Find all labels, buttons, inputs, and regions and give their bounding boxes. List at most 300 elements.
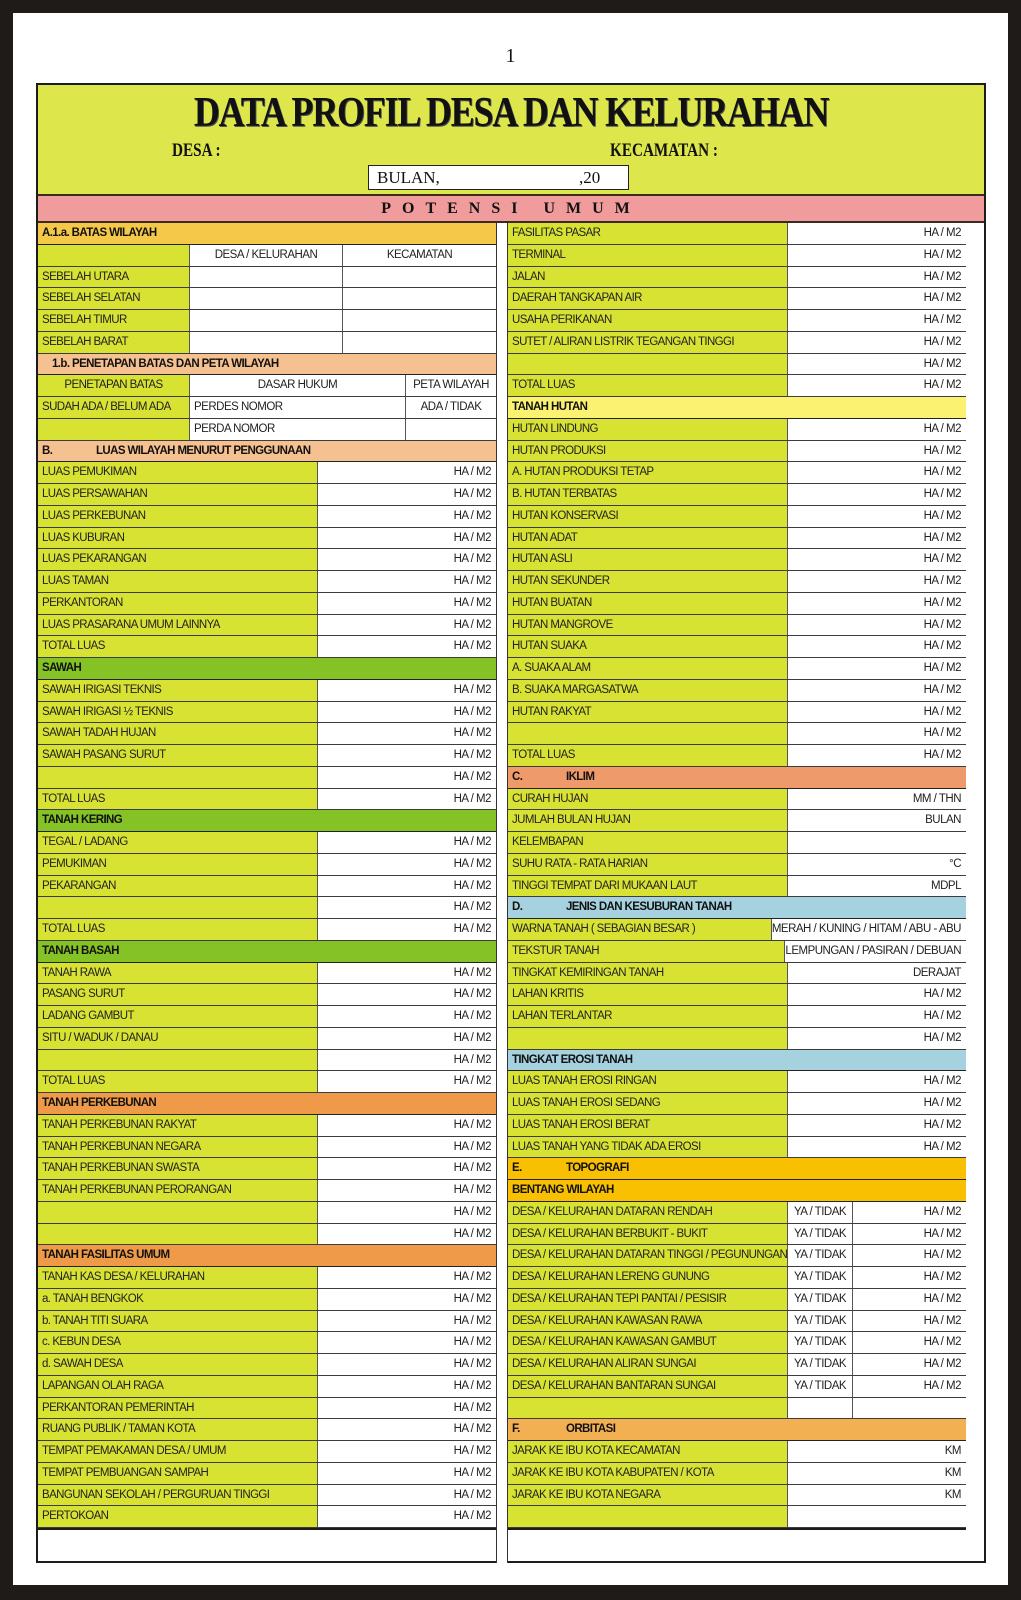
row-label: SEBELAH SELATAN — [38, 288, 190, 309]
value-field[interactable]: HA / M2 — [788, 1028, 966, 1049]
table-row — [38, 919, 496, 941]
value-field[interactable]: HA / M2 — [318, 1028, 496, 1049]
value-field[interactable]: HA / M2 — [318, 615, 496, 636]
section-batas-wilayah: A.1.a. BATAS WILAYAH — [38, 223, 496, 245]
row-label: LUAS KUBURAN — [38, 528, 318, 549]
value-field[interactable]: HA / M2 — [788, 267, 966, 288]
row-label: CURAH HUJAN — [508, 789, 788, 810]
form-header — [38, 85, 984, 196]
section-tanah-basah: TANAH BASAH — [38, 941, 496, 963]
value-field[interactable]: HA / M2 — [318, 1006, 496, 1027]
table-row — [38, 1050, 496, 1072]
row-label: HUTAN SUAKA — [508, 636, 788, 657]
table-row — [508, 658, 966, 680]
value-field[interactable]: HA / M2 — [788, 680, 966, 701]
row-label: c. KEBUN DESA — [38, 1332, 318, 1353]
value-field[interactable]: HA / M2 — [318, 549, 496, 570]
col-kecamatan: KECAMATAN — [343, 245, 496, 266]
table-row — [508, 1354, 966, 1376]
table-row — [508, 1441, 966, 1463]
value-field[interactable]: HA / M2 — [788, 571, 966, 592]
penetapan-row: SUDAH ADA / BELUM ADA PERDES NOMOR ADA / TIDAK — [38, 397, 496, 419]
row-label: B. HUTAN TERBATAS — [508, 484, 788, 505]
table-row — [38, 1224, 496, 1246]
row-label: DESA / KELURAHAN TEPI PANTAI / PESISIR — [508, 1289, 788, 1310]
table-row — [508, 723, 966, 745]
value-field[interactable]: HA / M2 — [318, 919, 496, 940]
row-label: b. TANAH TITI SUARA — [38, 1311, 318, 1332]
table-row — [508, 462, 966, 484]
row-label: DESA / KELURAHAN LERENG GUNUNG — [508, 1267, 788, 1288]
ya-tidak-field[interactable]: YA / TIDAK — [788, 1376, 853, 1397]
table-row — [508, 745, 966, 767]
value-field[interactable] — [853, 1398, 966, 1419]
value-field[interactable]: HA / M2 — [318, 593, 496, 614]
table-row — [38, 1398, 496, 1420]
bulan-label: BULAN, — [377, 168, 440, 187]
table-row — [38, 1202, 496, 1224]
bulan-field[interactable] — [368, 165, 629, 190]
value-field[interactable]: HA / M2 — [788, 723, 966, 744]
value-field[interactable]: HA / M2 — [788, 1115, 966, 1136]
row-label: SEBELAH TIMUR — [38, 310, 190, 331]
row-label: LAHAN TERLANTAR — [508, 1006, 788, 1027]
value-field[interactable]: HA / M2 — [318, 1137, 496, 1158]
ya-tidak-field[interactable]: YA / TIDAK — [788, 1289, 853, 1310]
table-row — [508, 332, 966, 354]
table-row — [38, 680, 496, 702]
table-row — [508, 1485, 966, 1507]
value-field[interactable]: HA / M2 — [318, 1071, 496, 1092]
table-row — [38, 1028, 496, 1050]
table-row — [38, 1506, 496, 1528]
value-field[interactable]: HA / M2 — [318, 1267, 496, 1288]
row-label: TOTAL LUAS — [508, 375, 788, 396]
row-label: TOTAL LUAS — [38, 636, 318, 657]
row-label: PEKARANGAN — [38, 876, 318, 897]
table-row — [38, 571, 496, 593]
row-label — [508, 723, 788, 744]
value-field[interactable]: HA / M2 — [318, 1180, 496, 1201]
value-field[interactable]: HA / M2 — [318, 1506, 496, 1527]
value-field[interactable]: HA / M2 — [788, 354, 966, 375]
row-label: TANAH PERKEBUNAN NEGARA — [38, 1137, 318, 1158]
batas-row — [38, 310, 496, 332]
table-row — [508, 419, 966, 441]
table-row — [508, 789, 966, 811]
row-label: LUAS TANAH YANG TIDAK ADA EROSI — [508, 1137, 788, 1158]
value-field[interactable]: HA / M2 — [853, 1289, 966, 1310]
value-field[interactable]: BULAN — [788, 810, 966, 831]
value-field[interactable]: HA / M2 — [318, 1441, 496, 1462]
table-row — [38, 963, 496, 985]
ya-tidak-field[interactable]: YA / TIDAK — [788, 1267, 853, 1288]
document-page — [13, 13, 1008, 1585]
table-row — [508, 310, 966, 332]
row-label: TOTAL LUAS — [508, 745, 788, 766]
value-field[interactable]: KM — [788, 1441, 966, 1462]
row-label: LUAS TANAH EROSI SEDANG — [508, 1093, 788, 1114]
row-label: TANAH PERKEBUNAN SWASTA — [38, 1158, 318, 1179]
value-field[interactable]: HA / M2 — [788, 1071, 966, 1092]
row-label: JARAK KE IBU KOTA NEGARA — [508, 1485, 788, 1506]
table-row — [38, 1289, 496, 1311]
value-field[interactable]: HA / M2 — [853, 1267, 966, 1288]
table-row — [38, 462, 496, 484]
value-field[interactable]: HA / M2 — [788, 332, 966, 353]
batas-header-row — [38, 245, 496, 267]
ya-tidak-field[interactable]: YA / TIDAK — [788, 1311, 853, 1332]
table-row — [508, 984, 966, 1006]
table-row — [508, 615, 966, 637]
kecamatan-field[interactable] — [343, 267, 496, 288]
value-field[interactable]: HA / M2 — [318, 1398, 496, 1419]
row-label: LUAS PEKARANGAN — [38, 549, 318, 570]
value-field[interactable]: HA / M2 — [788, 984, 966, 1005]
value-field[interactable]: HA / M2 — [318, 1376, 496, 1397]
ya-tidak-field[interactable]: YA / TIDAK — [788, 1224, 853, 1245]
table-row — [508, 1398, 966, 1420]
value-field[interactable]: HA / M2 — [788, 419, 966, 440]
row-label: DESA / KELURAHAN ALIRAN SUNGAI — [508, 1354, 788, 1375]
row-label: WARNA TANAH ( SEBAGIAN BESAR ) — [508, 919, 772, 940]
table-row — [508, 375, 966, 397]
row-label: SITU / WADUK / DANAU — [38, 1028, 318, 1049]
table-row — [508, 1093, 966, 1115]
row-label: HUTAN ADAT — [508, 528, 788, 549]
value-field[interactable]: MM / THN — [788, 789, 966, 810]
penetapan-row — [38, 419, 496, 441]
table-row — [508, 354, 966, 376]
penetapan-header-row: PENETAPAN BATAS DASAR HUKUM PETA WILAYAH — [38, 375, 496, 397]
value-field[interactable]: HA / M2 — [318, 1202, 496, 1223]
value-field[interactable]: DERAJAT — [788, 963, 966, 984]
value-field[interactable]: HA / M2 — [318, 1354, 496, 1375]
value-field[interactable]: HA / M2 — [853, 1311, 966, 1332]
table-row — [38, 984, 496, 1006]
value-field[interactable]: °C — [788, 854, 966, 875]
value-field[interactable]: HA / M2 — [318, 528, 496, 549]
row-label: TEMPAT PEMAKAMAN DESA / UMUM — [38, 1441, 318, 1462]
row-label — [38, 767, 318, 788]
value-field[interactable] — [788, 832, 966, 853]
row-label: LADANG GAMBUT — [38, 1006, 318, 1027]
table-row — [38, 593, 496, 615]
row-label: HUTAN KONSERVASI — [508, 506, 788, 527]
ya-tidak-field[interactable]: YA / TIDAK — [788, 1202, 853, 1223]
row-label — [508, 1028, 788, 1049]
value-field[interactable]: HA / M2 — [788, 745, 966, 766]
value-field[interactable]: HA / M2 — [788, 441, 966, 462]
value-field[interactable]: HA / M2 — [318, 876, 496, 897]
table-row — [38, 1332, 496, 1354]
table-row — [508, 919, 966, 941]
value-field[interactable]: HA / M2 — [318, 1311, 496, 1332]
perda-nomor-field[interactable]: PERDA NOMOR — [190, 419, 406, 440]
ya-tidak-field[interactable]: YA / TIDAK — [788, 1354, 853, 1375]
perdes-nomor-field[interactable]: PERDES NOMOR — [190, 397, 406, 418]
row-label: DESA / KELURAHAN DATARAN TINGGI / PEGUNUNGAN — [508, 1245, 788, 1266]
table-row — [38, 876, 496, 898]
row-label: JALAN — [508, 267, 788, 288]
row-label: TANAH PERKEBUNAN PERORANGAN — [38, 1180, 318, 1201]
row-label — [38, 1202, 318, 1223]
row-label: KELEMBAPAN — [508, 832, 788, 853]
row-label: PEMUKIMAN — [38, 854, 318, 875]
row-label: LUAS TANAH EROSI BERAT — [508, 1115, 788, 1136]
value-field[interactable]: HA / M2 — [318, 1485, 496, 1506]
row-label: TOTAL LUAS — [38, 789, 318, 810]
value-field[interactable]: HA / M2 — [318, 506, 496, 527]
value-field[interactable]: HA / M2 — [788, 658, 966, 679]
row-label: A. HUTAN PRODUKSI TETAP — [508, 462, 788, 483]
table-row — [38, 832, 496, 854]
table-row — [38, 1376, 496, 1398]
value-field[interactable]: HA / M2 — [788, 310, 966, 331]
table-row — [508, 288, 966, 310]
section-jenis-tanah: D. JENIS DAN KESUBURAN TANAH — [508, 897, 966, 919]
row-label: DESA / KELURAHAN BANTARAN SUNGAI — [508, 1376, 788, 1397]
value-field[interactable]: HA / M2 — [318, 571, 496, 592]
desa-kelurahan-field[interactable] — [190, 288, 343, 309]
table-row — [38, 1137, 496, 1159]
value-field[interactable]: HA / M2 — [788, 288, 966, 309]
table-row — [508, 876, 966, 898]
value-field[interactable]: HA / M2 — [788, 1093, 966, 1114]
value-field[interactable] — [788, 1506, 966, 1527]
table-row — [508, 506, 966, 528]
section-tanah-kering: TANAH KERING — [38, 810, 496, 832]
value-field[interactable]: HA / M2 — [318, 789, 496, 810]
value-field[interactable]: HA / M2 — [853, 1354, 966, 1375]
row-label: HUTAN RAKYAT — [508, 702, 788, 723]
row-label: HUTAN LINDUNG — [508, 419, 788, 440]
section-tanah-fasilitas-umum: TANAH FASILITAS UMUM — [38, 1245, 496, 1267]
value-field[interactable]: HA / M2 — [788, 462, 966, 483]
table-row — [38, 636, 496, 658]
value-field[interactable]: HA / M2 — [788, 702, 966, 723]
table-row — [38, 723, 496, 745]
value-field[interactable]: HA / M2 — [318, 1463, 496, 1484]
kecamatan-label: KECAMATAN : — [610, 140, 718, 161]
table-row — [508, 1376, 966, 1398]
table-row — [508, 571, 966, 593]
section-penetapan-batas: 1.b. PENETAPAN BATAS DAN PETA WILAYAH — [38, 354, 496, 376]
value-field[interactable]: HA / M2 — [318, 963, 496, 984]
value-field[interactable]: HA / M2 — [318, 854, 496, 875]
profile-form-sheet — [36, 83, 986, 1563]
row-label: DAERAH TANGKAPAN AIR — [508, 288, 788, 309]
row-label: SAWAH PASANG SURUT — [38, 745, 318, 766]
row-label: SUHU RATA - RATA HARIAN — [508, 854, 788, 875]
value-field[interactable]: HA / M2 — [788, 549, 966, 570]
row-label: TANAH RAWA — [38, 963, 318, 984]
kecamatan-field[interactable] — [343, 288, 496, 309]
table-row — [38, 1441, 496, 1463]
value-field[interactable]: HA / M2 — [318, 767, 496, 788]
table-row — [508, 484, 966, 506]
value-field[interactable]: LEMPUNGAN / PASIRAN / DEBUAN — [785, 941, 966, 962]
value-field[interactable]: HA / M2 — [318, 1115, 496, 1136]
table-row — [508, 1224, 966, 1246]
value-field[interactable]: HA / M2 — [788, 223, 966, 244]
table-row — [508, 1289, 966, 1311]
row-label: TEGAL / LADANG — [38, 832, 318, 853]
value-field[interactable]: MERAH / KUNING / HITAM / ABU - ABU — [772, 919, 966, 940]
ya-tidak-field[interactable]: YA / TIDAK — [788, 1332, 853, 1353]
table-row — [508, 1463, 966, 1485]
table-row — [508, 680, 966, 702]
row-label: DESA / KELURAHAN KAWASAN GAMBUT — [508, 1332, 788, 1353]
value-field[interactable]: HA / M2 — [318, 897, 496, 918]
table-row — [508, 593, 966, 615]
row-label: TEMPAT PEMBUANGAN SAMPAH — [38, 1463, 318, 1484]
value-field[interactable]: HA / M2 — [853, 1376, 966, 1397]
table-row — [38, 506, 496, 528]
value-field[interactable]: HA / M2 — [318, 1050, 496, 1071]
value-field[interactable]: HA / M2 — [788, 615, 966, 636]
right-column — [508, 223, 966, 1530]
row-label: HUTAN ASLI — [508, 549, 788, 570]
table-row — [38, 1354, 496, 1376]
table-row — [38, 484, 496, 506]
row-label: d. SAWAH DESA — [38, 1354, 318, 1375]
value-field[interactable]: HA / M2 — [318, 1289, 496, 1310]
value-field[interactable]: HA / M2 — [318, 723, 496, 744]
table-row — [508, 1506, 966, 1528]
row-label: LAPANGAN OLAH RAGA — [38, 1376, 318, 1397]
table-row — [508, 245, 966, 267]
peta-wilayah-field[interactable]: ADA / TIDAK — [406, 397, 496, 418]
desa-kelurahan-field[interactable] — [190, 267, 343, 288]
table-row — [508, 1311, 966, 1333]
row-label: DESA / KELURAHAN DATARAN RENDAH — [508, 1202, 788, 1223]
kecamatan-field[interactable] — [343, 310, 496, 331]
row-label: TEKSTUR TANAH — [508, 941, 785, 962]
table-row — [508, 1028, 966, 1050]
value-field[interactable]: HA / M2 — [318, 1158, 496, 1179]
column-divider — [496, 223, 508, 1563]
ya-tidak-field[interactable]: YA / TIDAK — [788, 1245, 853, 1266]
potensi-umum-banner: POTENSI UMUM — [38, 196, 984, 223]
value-field[interactable]: HA / M2 — [788, 506, 966, 527]
value-field[interactable]: MDPL — [788, 876, 966, 897]
row-label: SAWAH IRIGASI TEKNIS — [38, 680, 318, 701]
row-label: SEBELAH UTARA — [38, 267, 190, 288]
row-label: LUAS PERSAWAHAN — [38, 484, 318, 505]
value-field[interactable]: HA / M2 — [788, 245, 966, 266]
row-label: PERKANTORAN PEMERINTAH — [38, 1398, 318, 1419]
table-row — [38, 549, 496, 571]
table-row — [38, 789, 496, 811]
value-field[interactable]: HA / M2 — [318, 702, 496, 723]
table-row — [38, 1485, 496, 1507]
row-label — [38, 897, 318, 918]
row-label: PERKANTORAN — [38, 593, 318, 614]
value-field[interactable]: HA / M2 — [853, 1332, 966, 1353]
value-field[interactable]: HA / M2 — [318, 484, 496, 505]
table-row — [508, 941, 966, 963]
table-row — [508, 702, 966, 724]
value-field[interactable]: HA / M2 — [788, 636, 966, 657]
value-field[interactable]: HA / M2 — [318, 832, 496, 853]
row-label: TINGKAT KEMIRINGAN TANAH — [508, 963, 788, 984]
value-field[interactable]: HA / M2 — [788, 375, 966, 396]
section-orbitasi: F. ORBITASI — [508, 1419, 966, 1441]
desa-kelurahan-field[interactable] — [190, 310, 343, 331]
table-row — [508, 1071, 966, 1093]
row-label: TERMINAL — [508, 245, 788, 266]
table-row — [508, 1332, 966, 1354]
table-row — [38, 528, 496, 550]
value-field[interactable]: HA / M2 — [318, 1332, 496, 1353]
page-number: 1 — [505, 45, 516, 67]
value-field[interactable]: HA / M2 — [318, 745, 496, 766]
value-field[interactable]: HA / M2 — [788, 528, 966, 549]
row-label: JARAK KE IBU KOTA KECAMATAN — [508, 1441, 788, 1462]
row-label: LUAS TANAH EROSI RINGAN — [508, 1071, 788, 1092]
row-label: TANAH KAS DESA / KELURAHAN — [38, 1267, 318, 1288]
desa-kelurahan-field[interactable] — [190, 332, 343, 353]
value-field[interactable]: HA / M2 — [853, 1202, 966, 1223]
row-label: a. TANAH BENGKOK — [38, 1289, 318, 1310]
row-label: SAWAH IRIGASI ½ TEKNIS — [38, 702, 318, 723]
ya-tidak-field[interactable] — [788, 1398, 853, 1419]
value-field[interactable]: HA / M2 — [788, 1137, 966, 1158]
row-label: PASANG SURUT — [38, 984, 318, 1005]
table-row — [38, 745, 496, 767]
desa-label: DESA : — [172, 140, 221, 161]
value-field[interactable]: KM — [788, 1485, 966, 1506]
table-row — [38, 897, 496, 919]
value-field[interactable]: KM — [788, 1463, 966, 1484]
table-row — [508, 1006, 966, 1028]
row-label: JUMLAH BULAN HUJAN — [508, 810, 788, 831]
kecamatan-field[interactable] — [343, 332, 496, 353]
table-row — [508, 549, 966, 571]
table-row — [508, 963, 966, 985]
value-field[interactable]: HA / M2 — [853, 1245, 966, 1266]
row-label — [508, 1506, 788, 1527]
row-label — [508, 1398, 788, 1419]
value-field[interactable]: HA / M2 — [788, 484, 966, 505]
section-tanah-perkebunan: TANAH PERKEBUNAN — [38, 1093, 496, 1115]
value-field[interactable]: HA / M2 — [318, 1419, 496, 1440]
section-luas-wilayah: B. LUAS WILAYAH MENURUT PENGGUNAAN — [38, 441, 496, 463]
table-row — [38, 767, 496, 789]
value-field[interactable]: HA / M2 — [318, 680, 496, 701]
value-field[interactable]: HA / M2 — [318, 636, 496, 657]
col-desa-kelurahan: DESA / KELURAHAN — [190, 245, 343, 266]
value-field[interactable]: HA / M2 — [318, 462, 496, 483]
row-label: LUAS PRASARANA UMUM LAINNYA — [38, 615, 318, 636]
section-erosi-tanah: TINGKAT EROSI TANAH — [508, 1050, 966, 1072]
row-label: TOTAL LUAS — [38, 1071, 318, 1092]
table-row — [508, 854, 966, 876]
value-field[interactable]: HA / M2 — [788, 1006, 966, 1027]
value-field[interactable]: HA / M2 — [853, 1224, 966, 1245]
row-label: TOTAL LUAS — [38, 919, 318, 940]
value-field[interactable]: HA / M2 — [318, 984, 496, 1005]
table-row — [38, 615, 496, 637]
table-row — [508, 1202, 966, 1224]
row-label: SAWAH TADAH HUJAN — [38, 723, 318, 744]
row-label: HUTAN PRODUKSI — [508, 441, 788, 462]
table-row — [38, 1311, 496, 1333]
value-field[interactable]: HA / M2 — [788, 593, 966, 614]
value-field[interactable]: HA / M2 — [318, 1224, 496, 1245]
table-row — [508, 810, 966, 832]
